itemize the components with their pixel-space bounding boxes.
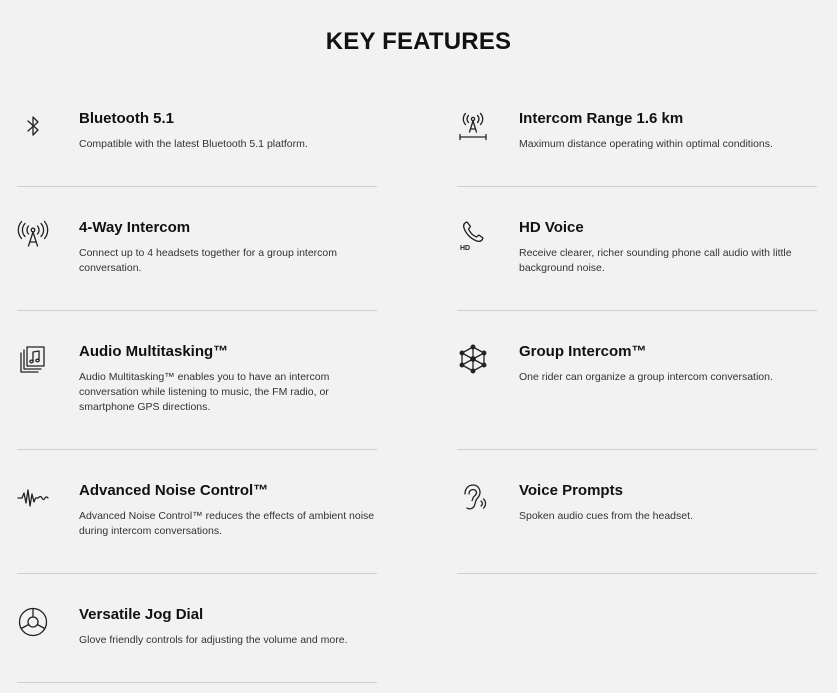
feature-title: HD Voice bbox=[519, 219, 584, 236]
feature-group-intercom bbox=[457, 343, 817, 450]
feature-title: Audio Multitasking™ bbox=[79, 343, 229, 360]
group-network-icon bbox=[457, 343, 489, 375]
feature-description: Glove friendly controls for adjusting the volume and more. bbox=[79, 634, 348, 646]
feature-description: Receive clearer, richer sounding phone call audio with little background noise. bbox=[519, 247, 792, 274]
noise-waveform-icon bbox=[17, 482, 49, 514]
feature-title: Versatile Jog Dial bbox=[79, 606, 204, 623]
page-title: KEY FEATURES bbox=[325, 28, 512, 56]
hd-phone-icon bbox=[457, 219, 489, 251]
feature-description: Connect up to 4 headsets together for a group intercom conversation. bbox=[79, 247, 337, 274]
feature-advanced-noise-control bbox=[17, 482, 377, 574]
range-antenna-icon bbox=[457, 110, 489, 142]
bluetooth-icon bbox=[17, 110, 49, 142]
feature-versatile-jog-dial bbox=[17, 606, 377, 683]
feature-voice-prompts bbox=[457, 482, 817, 574]
feature-bluetooth bbox=[17, 110, 377, 187]
ear-sound-icon bbox=[457, 482, 489, 514]
feature-description: Maximum distance operating within optimal conditions. bbox=[519, 138, 773, 150]
feature-description: Spoken audio cues from the headset. bbox=[519, 510, 693, 522]
feature-title: Group Intercom™ bbox=[519, 343, 647, 360]
feature-title: Bluetooth 5.1 bbox=[79, 110, 175, 127]
feature-description: Audio Multitasking™ enables you to have an intercom conversation while listening to music, the FM radio, or smartphone GPS directions. bbox=[79, 371, 330, 413]
music-layers-icon bbox=[17, 343, 49, 375]
feature-hd-voice bbox=[457, 219, 817, 311]
feature-title: 4-Way Intercom bbox=[79, 219, 191, 236]
feature-4-way-intercom bbox=[17, 219, 377, 311]
feature-audio-multitasking bbox=[17, 343, 377, 450]
feature-intercom-range bbox=[457, 110, 817, 187]
feature-description: Advanced Noise Control™ reduces the effects of ambient noise during intercom conversations. bbox=[79, 510, 375, 537]
feature-title: Voice Prompts bbox=[519, 482, 623, 499]
feature-title: Advanced Noise Control™ bbox=[79, 482, 269, 499]
feature-description: Compatible with the latest Bluetooth 5.1 platform. bbox=[79, 138, 308, 150]
jog-dial-icon bbox=[17, 606, 49, 638]
feature-description: One rider can organize a group intercom conversation. bbox=[519, 371, 773, 383]
antenna-broadcast-icon bbox=[17, 219, 49, 251]
feature-title: Intercom Range 1.6 km bbox=[519, 110, 684, 127]
hd-badge: HD bbox=[460, 245, 471, 251]
